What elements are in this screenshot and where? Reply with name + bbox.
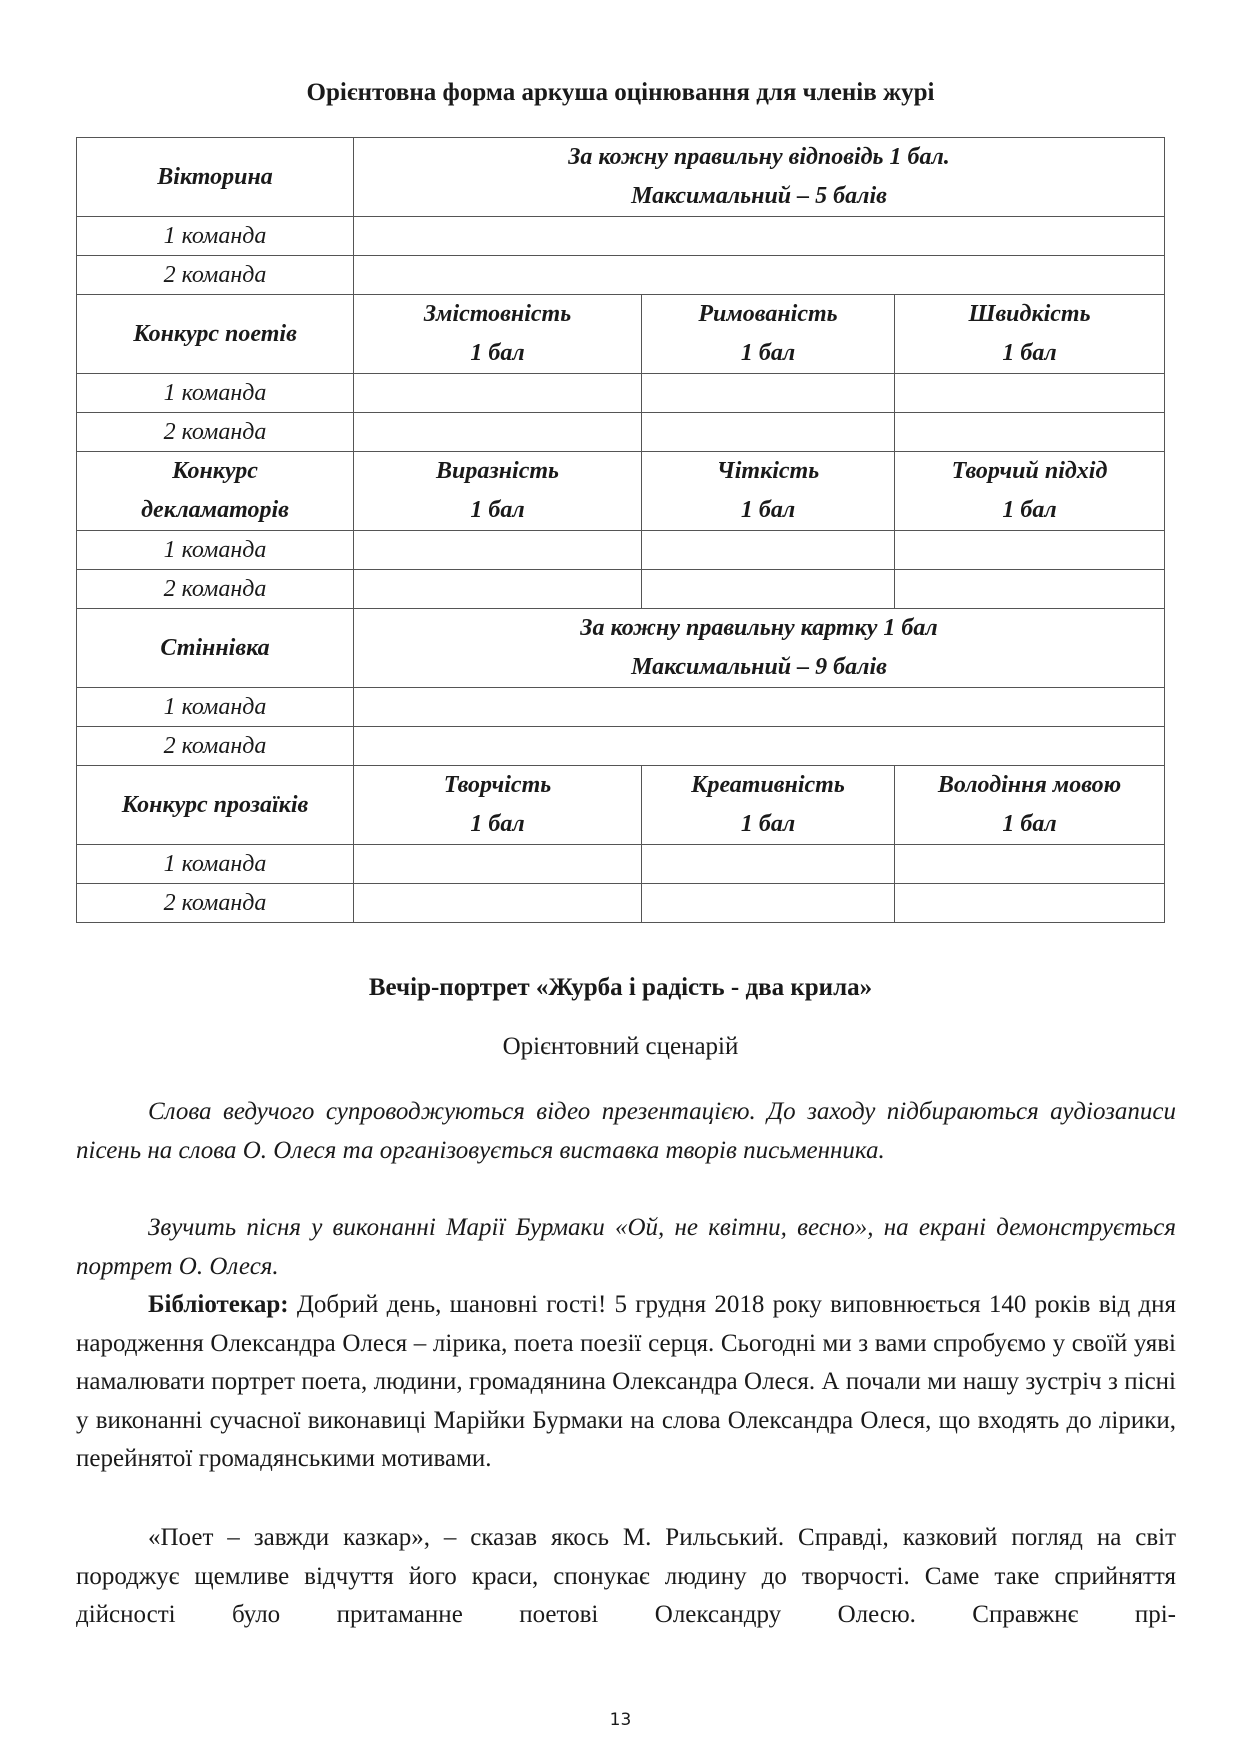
score-cell[interactable] [354, 845, 642, 884]
score-cell[interactable] [895, 570, 1165, 609]
criterion-points: 1 бал [740, 340, 796, 366]
table-row [77, 884, 1165, 923]
prose-criterion [642, 766, 895, 845]
table-row [77, 256, 1165, 295]
criterion-label: Виразність [436, 458, 559, 484]
page-number: 13 [609, 1710, 632, 1730]
criterion-label: Римованість [698, 301, 838, 327]
prose-header-row [77, 766, 1165, 845]
table-row [77, 570, 1165, 609]
score-cell[interactable] [354, 256, 1165, 295]
score-cell[interactable] [354, 217, 1165, 256]
poets-criterion [895, 295, 1165, 374]
score-cell[interactable] [354, 727, 1165, 766]
reciters-name [77, 452, 354, 531]
wall-name: Стіннівка [77, 609, 354, 688]
evaluation-form-title: Орієнтовна форма аркуша оцінювання для членів журі [306, 79, 935, 106]
event-title: Вечір-портрет «Журба і радість - два крила» [368, 974, 873, 1001]
criterion-points: 1 бал [1002, 497, 1057, 523]
team-label: 1 команда [77, 845, 354, 884]
prose-name: Конкурс прозаїків [77, 766, 354, 845]
score-cell[interactable] [642, 374, 895, 413]
paragraph-text: «Поет – завжди казкар», – сказав якось М. Рильський. Справді, казковий погляд на світ породжує щемливе відчуття його краси, спонукає людину до творчості. Саме таке сприйняття дійсності було притаманне поетові Олександру Олесю. Справжнє прі- [76, 1524, 1176, 1629]
poets-criterion [642, 295, 895, 374]
score-cell[interactable] [354, 413, 642, 452]
criterion-label: Володіння мовою [937, 772, 1122, 798]
librarian-paragraph [76, 1286, 1176, 1479]
table-row [77, 727, 1165, 766]
criterion-label: Творчий підхід [951, 458, 1108, 484]
score-cell[interactable] [354, 570, 642, 609]
stage-direction-paragraph [76, 1093, 1176, 1170]
team-label: 2 команда [77, 727, 354, 766]
team-label: 2 команда [77, 413, 354, 452]
score-cell[interactable] [642, 413, 895, 452]
table-row [77, 374, 1165, 413]
paragraph-text: Слова ведучого супроводжуються відео презентацією. До заходу підбираються аудіозаписи пісень на слова О. Олеся та організовується виставка творів письменника. [76, 1098, 1176, 1164]
score-cell[interactable] [895, 845, 1165, 884]
wall-rule-line1: За кожну правильну картку 1 бал [580, 615, 938, 641]
criterion-label: Творчість [443, 772, 552, 798]
criterion-points: 1 бал [470, 811, 525, 837]
reciters-name-line2: декламаторів [141, 497, 289, 523]
table-row [77, 688, 1165, 727]
wall-header-row [77, 609, 1165, 688]
score-cell[interactable] [895, 531, 1165, 570]
team-label: 1 команда [77, 688, 354, 727]
criterion-label: Креативність [691, 772, 845, 798]
poets-header-row [77, 295, 1165, 374]
wall-rule-line2: Максимальний – 9 балів [631, 654, 887, 680]
table-row [77, 531, 1165, 570]
score-cell[interactable] [642, 570, 895, 609]
score-cell[interactable] [642, 884, 895, 923]
table-row [77, 845, 1165, 884]
criterion-label: Чіткість [716, 458, 820, 484]
quiz-name: Вікторина [77, 138, 354, 217]
criterion-points: 1 бал [740, 497, 796, 523]
score-cell[interactable] [354, 688, 1165, 727]
criterion-points: 1 бал [1002, 340, 1057, 366]
criterion-points: 1 бал [470, 340, 525, 366]
reciters-criterion [642, 452, 895, 531]
body-paragraph [76, 1519, 1176, 1635]
team-label: 1 команда [77, 374, 354, 413]
score-cell[interactable] [895, 413, 1165, 452]
criterion-points: 1 бал [470, 497, 525, 523]
reciters-criterion [895, 452, 1165, 531]
team-label: 1 команда [77, 217, 354, 256]
score-cell[interactable] [354, 531, 642, 570]
quiz-rule-line1: За кожну правильну відповідь 1 бал. [568, 144, 950, 170]
criterion-points: 1 бал [740, 811, 796, 837]
score-cell[interactable] [354, 374, 642, 413]
poets-criterion [354, 295, 642, 374]
team-label: 2 команда [77, 256, 354, 295]
jury-score-table [76, 137, 1165, 923]
prose-criterion [354, 766, 642, 845]
prose-criterion [895, 766, 1165, 845]
reciters-header-row [77, 452, 1165, 531]
team-label: 1 команда [77, 531, 354, 570]
score-cell[interactable] [895, 884, 1165, 923]
quiz-rule-line2: Максимальний – 5 балів [631, 183, 887, 209]
team-label: 2 команда [77, 884, 354, 923]
table-row [77, 217, 1165, 256]
quiz-rule [354, 138, 1165, 217]
poets-name: Конкурс поетів [77, 295, 354, 374]
score-cell[interactable] [895, 374, 1165, 413]
score-cell[interactable] [354, 884, 642, 923]
criterion-points: 1 бал [1002, 811, 1057, 837]
stage-direction-paragraph [76, 1209, 1176, 1286]
paragraph-text: Добрий день, шановні гості! 5 грудня 2018 року виповнюється 140 років від дня народження Олександра Олеся – лірика, поета поезії серця. Сьогодні ми з вами спробуємо у своїй уяві намалювати портрет поета, людини, громадянина Олександра Олеся. А почали ми нашу зустріч з пісні у виконанні сучасної виконавиці Марійки Бурмаки на слова Олександра Олеся, що входять до лірики, перейнятої громадянськими мотивами. [76, 1291, 1176, 1473]
reciters-criterion [354, 452, 642, 531]
score-cell[interactable] [642, 845, 895, 884]
team-label: 2 команда [77, 570, 354, 609]
score-cell[interactable] [642, 531, 895, 570]
paragraph-text: Звучить пісня у виконанні Марії Бурмаки «Ой, не квітни, весно», на екрані демонструється портрет О. Олеся. [76, 1214, 1176, 1280]
reciters-name-line1: Конкурс [172, 458, 258, 484]
wall-rule [354, 609, 1165, 688]
quiz-header-row [77, 138, 1165, 217]
criterion-label: Швидкість [968, 301, 1091, 327]
table-row [77, 413, 1165, 452]
speaker-label: Бібліотекар: [148, 1291, 289, 1318]
event-subtitle: Орієнтовний сценарій [502, 1033, 739, 1060]
criterion-label: Змістовність [423, 301, 572, 327]
